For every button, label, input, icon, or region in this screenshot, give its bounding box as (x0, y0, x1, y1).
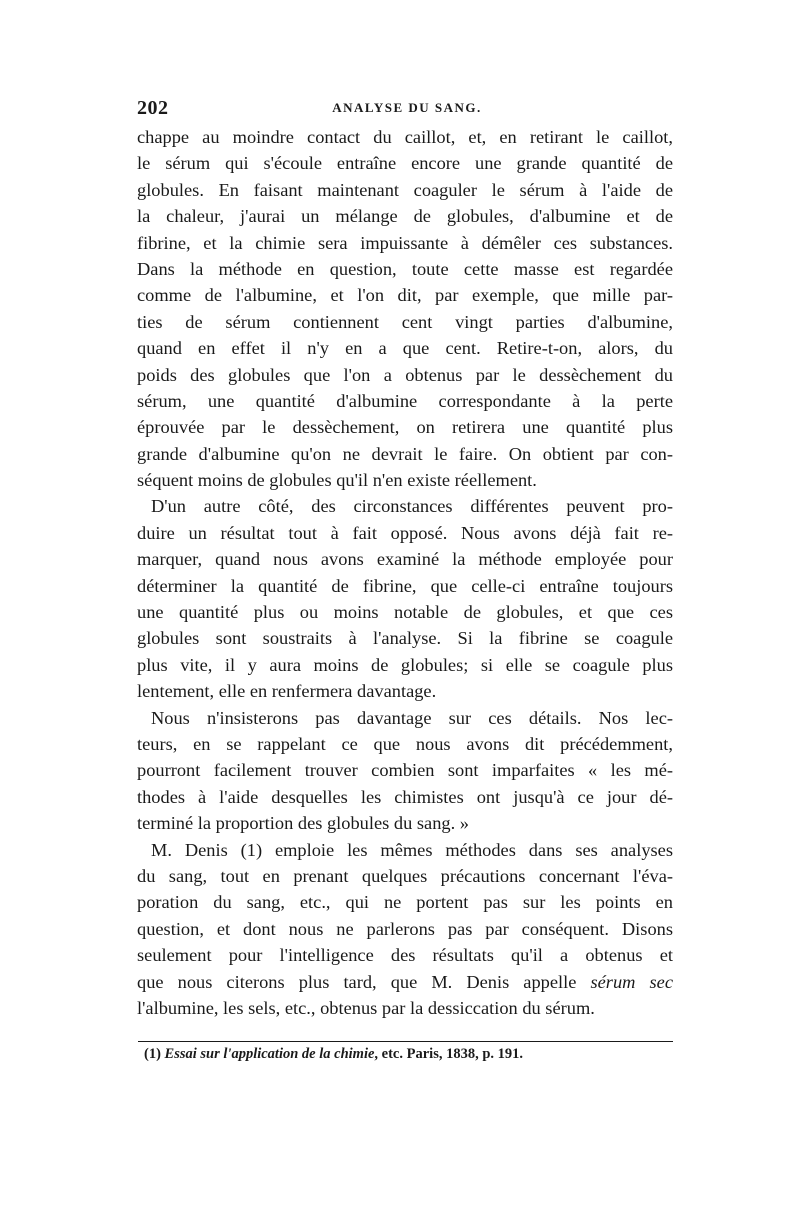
text-line: la chaleur, j'aurai un mélange de globules, d'albumine et de (137, 206, 673, 227)
body-text (137, 124, 673, 1021)
text-line: poids des globules que l'on a obtenus par le dessèchement du (137, 364, 673, 385)
text-line: l'albumine, les sels, etc., obtenus par la dessiccation du sérum. (137, 997, 595, 1018)
text-line: seulement pour l'intelligence des résultats qu'il a obtenus et (137, 945, 673, 966)
text-span: que nous citerons plus tard, que M. Denis appelle (137, 971, 591, 992)
footnote-rest: , etc. Paris, 1838, p. 191. (374, 1046, 524, 1062)
text-line-with-italic (137, 969, 673, 995)
italic-phrase: sérum sec (590, 971, 673, 992)
text-line: fibrine, et la chimie sera impuissante à démêler ces substances. (137, 232, 673, 253)
running-title: ANALYSE DU SANG. (332, 100, 482, 115)
text-line: question, et dont nous ne parlerons pas par conséquent. Disons (137, 918, 673, 939)
text-line: éprouvée par le dessèchement, on retirera une quantité plus (137, 417, 673, 438)
text-line: séquent moins de globules qu'il n'en existe réellement. (137, 470, 537, 491)
text-line: poration du sang, etc., qui ne portent pas sur les points en (137, 892, 673, 913)
text-line: duire un résultat tout à fait opposé. Nous avons déjà fait re- (137, 522, 673, 543)
text-line: du sang, tout en prenant quelques précautions concernant l'éva- (137, 865, 673, 886)
footnote-title: Essai sur l'application de la chimie (164, 1046, 375, 1062)
text-line: Nous n'insisterons pas davantage sur ces détails. Nos lec- (151, 707, 673, 728)
text-line: pourront facilement trouver combien sont imparfaites « les mé- (137, 760, 673, 781)
text-line: une quantité plus ou moins notable de globules, et que ces (137, 602, 673, 623)
text-line: sérum, une quantité d'albumine correspondante à la perte (137, 390, 673, 411)
text-line: chappe au moindre contact du caillot, et, en retirant le caillot, (137, 127, 673, 147)
text-line: M. Denis (1) emploie les mêmes méthodes dans ses analyses (151, 839, 673, 860)
text-line: Dans la méthode en question, toute cette masse est regardée (137, 258, 673, 279)
text-line: thodes à l'aide desquelles les chimistes ont jusqu'à ce jour dé- (137, 786, 673, 807)
text-line: plus vite, il y aura moins de globules; si elle se coagule plus (137, 654, 673, 675)
text-line: D'un autre côté, des circonstances différentes peuvent pro- (151, 496, 673, 517)
text-line: quand en effet il n'y en a que cent. Retire-t-on, alors, du (137, 338, 673, 359)
text-line: grande d'albumine qu'on ne devrait le faire. On obtient par con- (137, 443, 673, 464)
footnote-marker: (1) (144, 1046, 161, 1062)
text-line: ties de sérum contiennent cent vingt parties d'albumine, (137, 311, 673, 332)
text-line: terminé la proportion des globules du sang. » (137, 813, 469, 834)
footnote-rule (138, 1041, 673, 1042)
page-header (137, 97, 677, 121)
text-line: marquer, quand nous avons examiné la méthode employée pour (137, 549, 673, 570)
text-line: déterminer la quantité de fibrine, que celle-ci entraîne toujours (137, 575, 673, 596)
text-line: comme de l'albumine, et l'on dit, par exemple, que mille par- (137, 285, 673, 306)
text-line: lentement, elle en renfermera davantage. (137, 681, 437, 702)
text-line: globules sont soustraits à l'analyse. Si la fibrine se coagule (137, 628, 673, 649)
text-line: teurs, en se rappelant ce que nous avons dit précédemment, (137, 733, 673, 754)
text-line: le sérum qui s'écoule entraîne encore une grande quantité de (137, 153, 673, 174)
page-number: 202 (137, 97, 169, 119)
text-line: globules. En faisant maintenant coaguler le sérum à l'aide de (137, 179, 673, 200)
footnote (144, 1046, 523, 1063)
